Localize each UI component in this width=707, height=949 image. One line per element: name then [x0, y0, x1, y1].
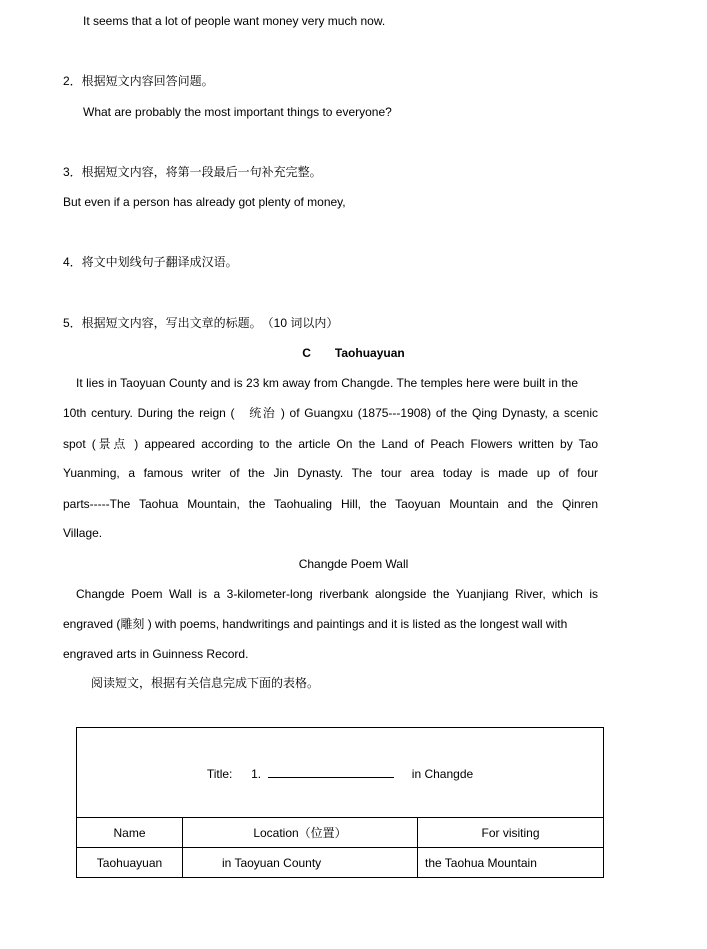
question-3-prompt: 3．根据短文内容，将第一段最后一句补充完整。 [63, 165, 322, 179]
header-for-visiting: For visiting [418, 818, 604, 848]
q1-answer-sentence: It seems that a lot of people want money very much now. [83, 14, 386, 28]
para1-line-6: Village. [63, 526, 103, 540]
cell-location: in Taoyuan County [183, 848, 418, 878]
cell-name: Taohuayuan [77, 848, 183, 878]
table-instruction: 阅读短文，根据有关信息完成下面的表格。 [91, 676, 320, 690]
question-2-prompt: 2．根据短文内容回答问题。 [63, 74, 214, 88]
para2-line-1: Changde Poem Wall is a 3-kilometer-long riverbank alongside the Yuanjiang River, which is [76, 587, 598, 601]
para1-line-1: It lies in Taoyuan County and is 23 km away from Changde. The temples here were built in the [76, 376, 578, 390]
para1-line-2: 10th century. During the reign ( 统治 ) of Guangxu (1875---1908) of the Qing Dynasty, a scenic [63, 406, 598, 420]
title-suffix: in Changde [411, 766, 474, 781]
question-2-text: What are probably the most important things to everyone? [83, 105, 392, 119]
title-label: Title: [206, 766, 233, 781]
question-5-prompt: 5．根据短文内容，写出文章的标题。 （10 词以内） [63, 316, 339, 330]
question-4-prompt: 4．将文中划线句子翻译成汉语。 [63, 255, 238, 269]
header-location: Location（位置） [183, 818, 418, 848]
table-title-cell [77, 728, 604, 818]
para2-line-2: engraved (雕刻 ) with poems, handwritings and paintings and it is listed as the longest wall with [63, 617, 568, 631]
para1-line-5: parts-----The Taohua Mountain, the Taohualing Hill, the Taoyuan Mountain and the Qinren [63, 497, 598, 511]
para1-line-4: Yuanming, a famous writer of the Jin Dynasty. The tour area today is made up of four [63, 466, 598, 480]
cell-for-visiting: the Taohua Mountain [418, 848, 604, 878]
title-answer-blank[interactable] [268, 765, 394, 778]
poem-wall-subheading: Changde Poem Wall [298, 557, 409, 571]
para1-line-3: spot (景点 ) appeared according to the article On the Land of Peach Flowers written by Tao [63, 437, 598, 451]
info-table [76, 727, 604, 878]
header-name: Name [77, 818, 183, 848]
passage-c-heading: C Taohuayuan [302, 346, 405, 360]
para2-line-3: engraved arts in Guinness Record. [63, 647, 249, 661]
blank-number: 1. [251, 766, 262, 781]
question-3-text: But even if a person has already got plenty of money, [63, 195, 346, 209]
